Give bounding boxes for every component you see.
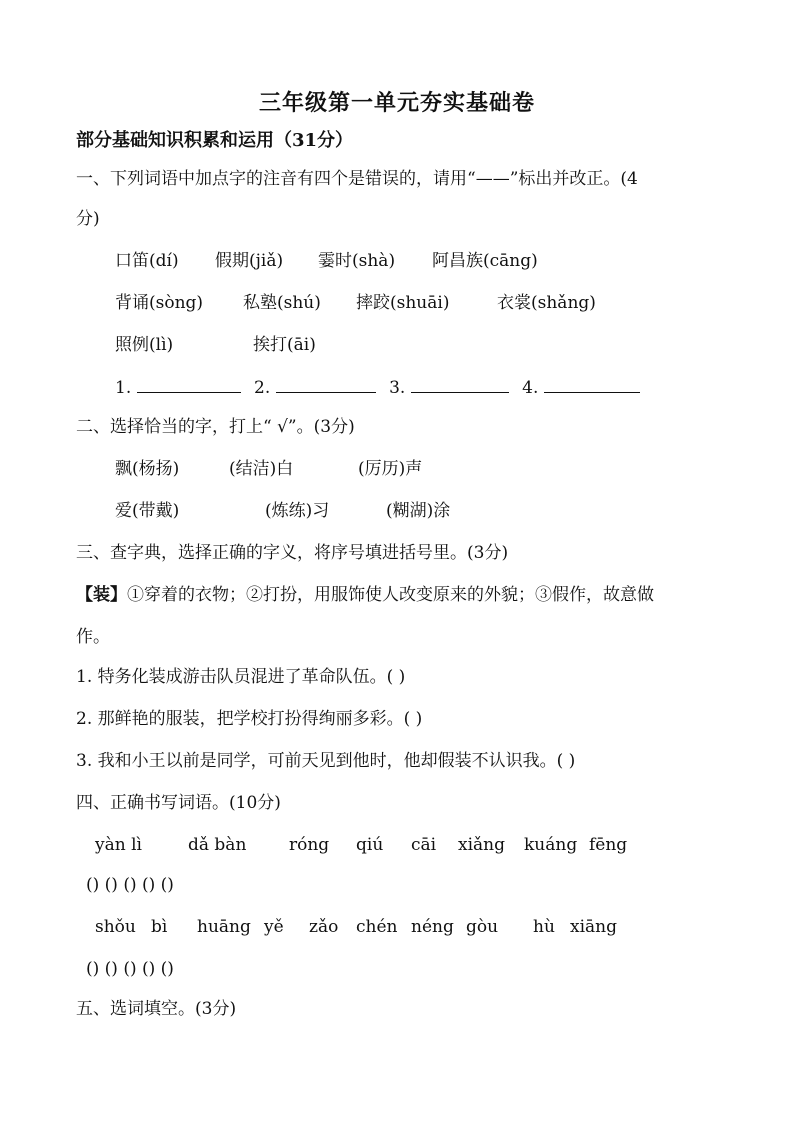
pinyin: bì xyxy=(151,917,168,937)
q3-definition-label: 【装】 xyxy=(76,585,127,605)
q3-definition-text: ①穿着的衣物；②打扮，用服饰使人改变原来的外貌；③假作，故意做 xyxy=(127,585,654,605)
q1-word: 阿昌族(cāng) xyxy=(432,251,538,271)
q5-prompt: 五、选词填空。(3分) xyxy=(76,999,237,1019)
q1-word: 假期(jiǎ) xyxy=(215,251,284,271)
answer-parens-row[interactable]: () () () () () xyxy=(86,875,174,895)
answer-blank[interactable] xyxy=(276,376,376,393)
q3-definition-line2: 作。 xyxy=(76,627,110,647)
q1-word: 霎时(shà) xyxy=(318,251,396,271)
q1-prompt-line2: 分) xyxy=(76,209,100,229)
q1-word: 挨打(āi) xyxy=(253,335,316,355)
pinyin: cāi xyxy=(411,835,437,855)
q1-prompt-line1: 一、下列词语中加点字的注音有四个是错误的，请用“——”标出并改正。(4 xyxy=(76,169,638,189)
pinyin: yě xyxy=(264,917,284,937)
q2-option: 爱(带戴) xyxy=(115,501,180,521)
answer-blank[interactable] xyxy=(137,376,241,393)
pinyin: xiǎng xyxy=(458,835,505,855)
answer-parens-row[interactable]: () () () () () xyxy=(86,959,174,979)
q1-answer-row xyxy=(115,376,648,399)
pinyin: fēng xyxy=(589,835,628,855)
pinyin: huāng xyxy=(197,917,251,937)
q2-prompt: 二、选择恰当的字，打上“ √”。(3分) xyxy=(76,417,355,437)
pinyin: zǎo xyxy=(309,917,339,937)
q1-word: 照例(lì) xyxy=(115,335,174,355)
pinyin: shǒu xyxy=(95,917,136,937)
answer-number: 3. xyxy=(389,378,406,398)
answer-blank[interactable] xyxy=(411,376,509,393)
q3-item: 2. 那鲜艳的服装，把学校打扮得绚丽多彩。( ) xyxy=(76,709,423,729)
q3-prompt: 三、查字典，选择正确的字义，将序号填进括号里。(3分) xyxy=(76,543,509,563)
q2-option: 飘(杨扬) xyxy=(115,459,180,479)
q3-item: 3. 我和小王以前是同学，可前天见到他时，他却假装不认识我。( ) xyxy=(76,751,576,771)
pinyin: róng xyxy=(289,835,330,855)
pinyin: yàn lì xyxy=(95,835,142,855)
pinyin: hù xyxy=(533,917,555,937)
pinyin: xiāng xyxy=(570,917,617,937)
q1-word: 口笛(dí) xyxy=(115,251,179,271)
q1-word: 摔跤(shuāi) xyxy=(356,293,450,313)
q2-option: (炼练)习 xyxy=(265,501,330,521)
q3-item: 1. 特务化装成游击队员混进了革命队伍。( ) xyxy=(76,667,406,687)
pinyin: kuáng xyxy=(524,835,578,855)
q1-word: 背诵(sòng) xyxy=(115,293,204,313)
pinyin: gòu xyxy=(466,917,499,937)
answer-number: 1. xyxy=(115,378,132,398)
q2-option: (结洁)白 xyxy=(229,459,294,479)
page-title: 三年级第一单元夯实基础卷 xyxy=(258,90,535,116)
part-heading: 部分基础知识积累和运用（31分） xyxy=(76,130,354,151)
q1-word: 衣裳(shǎng) xyxy=(497,293,596,313)
q2-option: (厉历)声 xyxy=(358,459,423,479)
answer-number: 2. xyxy=(254,378,271,398)
pinyin: dǎ bàn xyxy=(188,835,247,855)
q1-word: 私塾(shú) xyxy=(243,293,321,313)
answer-blank[interactable] xyxy=(544,376,640,393)
q3-definition-line1 xyxy=(76,584,654,606)
pinyin: néng xyxy=(411,917,454,937)
q2-option: (糊湖)涂 xyxy=(386,501,451,521)
answer-number: 4. xyxy=(522,378,539,398)
pinyin: chén xyxy=(356,917,398,937)
pinyin: qiú xyxy=(356,835,384,855)
q4-prompt: 四、正确书写词语。(10分) xyxy=(76,793,281,813)
